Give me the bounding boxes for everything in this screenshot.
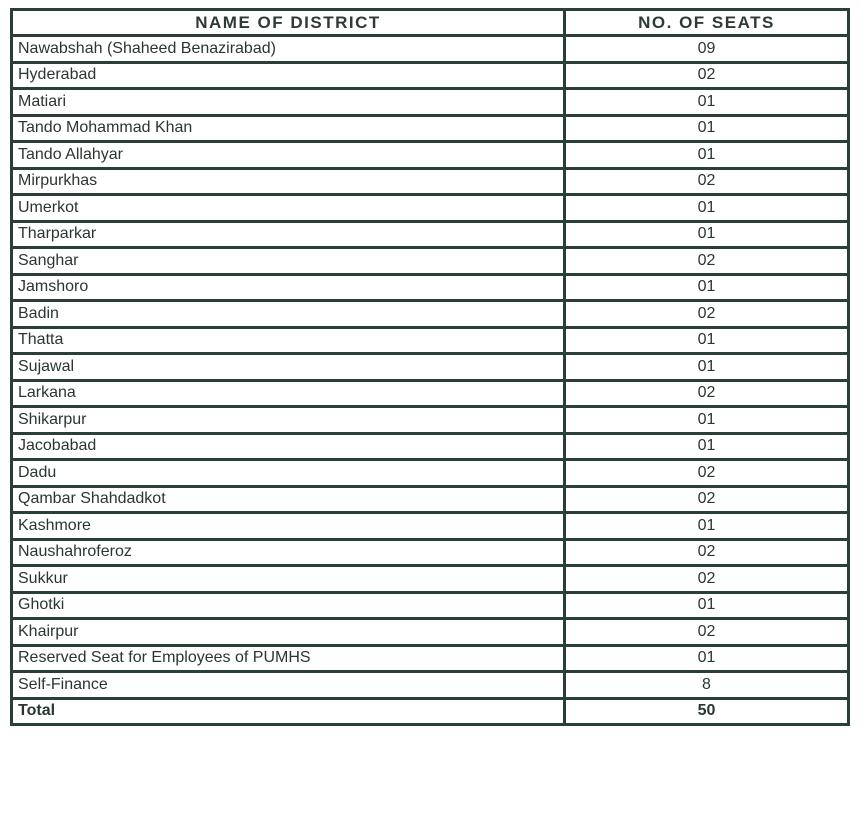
district-name-cell: Sujawal — [12, 354, 565, 381]
seat-count-cell: 02 — [565, 539, 849, 566]
table-row — [12, 407, 849, 434]
table-row — [12, 513, 849, 540]
seat-count-cell: 01 — [565, 407, 849, 434]
seat-count-cell: 01 — [565, 195, 849, 222]
table-row — [12, 89, 849, 116]
table-row-total — [12, 698, 849, 725]
table-row — [12, 672, 849, 699]
seat-count-cell: 02 — [565, 460, 849, 487]
district-name-cell: Sanghar — [12, 248, 565, 275]
district-name-cell: Self-Finance — [12, 672, 565, 699]
seat-count-cell: 02 — [565, 380, 849, 407]
table-row — [12, 380, 849, 407]
district-name-cell: Tando Mohammad Khan — [12, 115, 565, 142]
district-name-cell: Khairpur — [12, 619, 565, 646]
table-row — [12, 539, 849, 566]
table-row — [12, 115, 849, 142]
table-row — [12, 566, 849, 593]
district-name-cell: Naushahroferoz — [12, 539, 565, 566]
district-name-cell: Larkana — [12, 380, 565, 407]
district-name-cell: Qambar Shahdadkot — [12, 486, 565, 513]
table-row — [12, 248, 849, 275]
seat-count-cell: 02 — [565, 619, 849, 646]
district-name-cell: Reserved Seat for Employees of PUMHS — [12, 645, 565, 672]
seat-count-cell: 01 — [565, 513, 849, 540]
district-name-cell: Jacobabad — [12, 433, 565, 460]
district-name-cell: Jamshoro — [12, 274, 565, 301]
seat-count-cell: 09 — [565, 36, 849, 63]
district-name-cell: Kashmore — [12, 513, 565, 540]
table-row — [12, 168, 849, 195]
header-seats: NO. OF SEATS — [565, 10, 849, 36]
table-row — [12, 327, 849, 354]
district-name-cell: Thatta — [12, 327, 565, 354]
seat-count-cell: 02 — [565, 486, 849, 513]
table-row — [12, 645, 849, 672]
seat-count-cell: 01 — [565, 433, 849, 460]
table-row — [12, 142, 849, 169]
table-row — [12, 36, 849, 63]
seat-count-cell: 01 — [565, 354, 849, 381]
district-name-cell: Nawabshah (Shaheed Benazirabad) — [12, 36, 565, 63]
table-row — [12, 433, 849, 460]
district-name-cell: Ghotki — [12, 592, 565, 619]
seat-count-cell: 01 — [565, 592, 849, 619]
district-name-cell: Mirpurkhas — [12, 168, 565, 195]
seat-distribution-table-container — [10, 8, 850, 726]
total-seats: 50 — [565, 698, 849, 725]
district-name-cell: Badin — [12, 301, 565, 328]
seat-count-cell: 01 — [565, 221, 849, 248]
district-name-cell: Tharparkar — [12, 221, 565, 248]
total-label: Total — [12, 698, 565, 725]
table-body — [12, 36, 849, 725]
seat-count-cell: 01 — [565, 274, 849, 301]
seat-distribution-table — [10, 8, 850, 726]
seat-count-cell: 02 — [565, 301, 849, 328]
district-name-cell: Hyderabad — [12, 62, 565, 89]
district-name-cell: Dadu — [12, 460, 565, 487]
table-row — [12, 274, 849, 301]
district-name-cell: Matiari — [12, 89, 565, 116]
seat-count-cell: 01 — [565, 89, 849, 116]
seat-count-cell: 01 — [565, 115, 849, 142]
table-row — [12, 301, 849, 328]
district-name-cell: Sukkur — [12, 566, 565, 593]
seat-count-cell: 02 — [565, 248, 849, 275]
seat-count-cell: 01 — [565, 645, 849, 672]
seat-count-cell: 01 — [565, 327, 849, 354]
table-row — [12, 221, 849, 248]
district-name-cell: Tando Allahyar — [12, 142, 565, 169]
seat-count-cell: 01 — [565, 142, 849, 169]
table-row — [12, 195, 849, 222]
table-row — [12, 354, 849, 381]
table-row — [12, 592, 849, 619]
district-name-cell: Umerkot — [12, 195, 565, 222]
table-row — [12, 460, 849, 487]
seat-count-cell: 02 — [565, 168, 849, 195]
header-district: NAME OF DISTRICT — [12, 10, 565, 36]
seat-count-cell: 02 — [565, 62, 849, 89]
table-row — [12, 619, 849, 646]
table-header-row — [12, 10, 849, 36]
seat-count-cell: 02 — [565, 566, 849, 593]
district-name-cell: Shikarpur — [12, 407, 565, 434]
table-row — [12, 62, 849, 89]
seat-count-cell: 8 — [565, 672, 849, 699]
table-row — [12, 486, 849, 513]
